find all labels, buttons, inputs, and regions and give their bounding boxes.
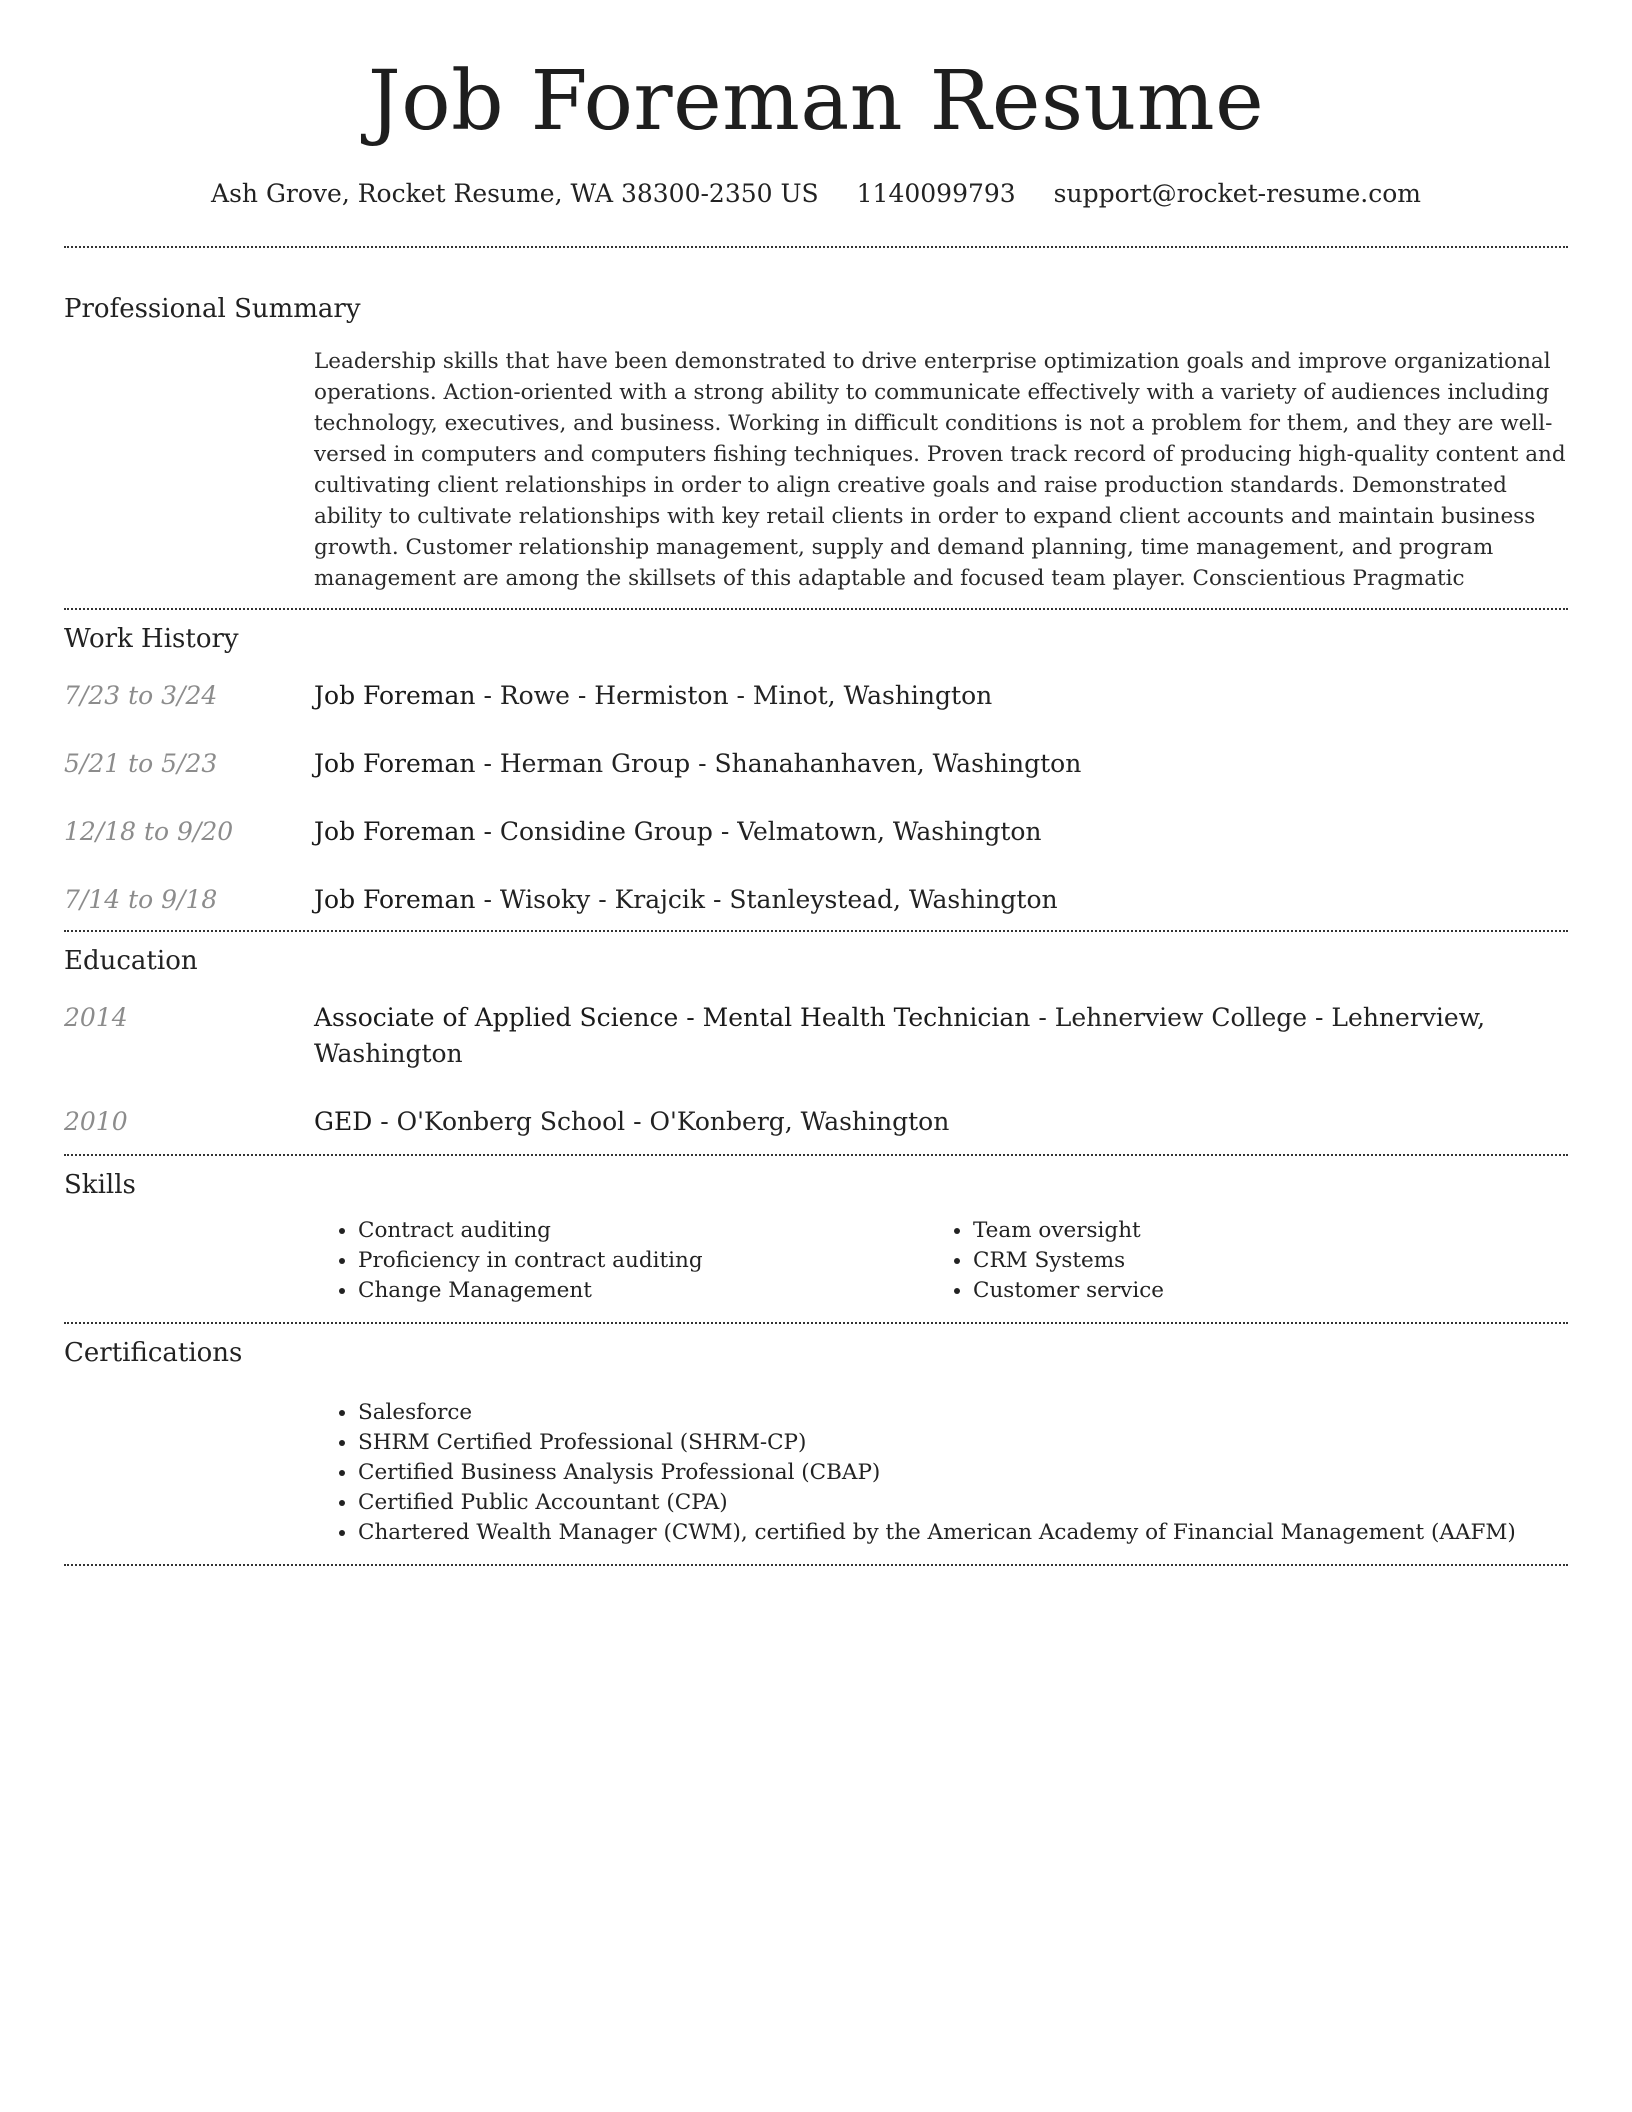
education-entry-body bbox=[314, 1104, 1568, 1140]
work-entry-details: - Rowe - Hermiston - Minot, Washington bbox=[475, 681, 993, 710]
summary-text: Leadership skills that have been demonstrated to drive enterprise optimization goals and improve organizational operations. Action-oriented with a strong ability to communicate effectively with a variety of audiences including technology, executives, and business. Working in difficult conditions is not a problem for them, and they are well-versed in computers and computers fishing techniques. Proven track record of producing high-quality content and cultivating client relationships in order to align creative goals and raise production standards. Demonstrated ability to cultivate relationships with key retail clients in order to expand client accounts and maintain business growth. Customer relationship management, supply and demand planning, time management, and program management are among the skillsets of this adaptable and focused team player. Conscientious Pragmatic bbox=[314, 349, 1566, 591]
section-divider bbox=[64, 1564, 1568, 1566]
work-entry-title: Job Foreman bbox=[314, 681, 476, 710]
contact-email: support@rocket-resume.com bbox=[1053, 179, 1421, 208]
skills-column-left bbox=[314, 1216, 929, 1306]
work-entry-body bbox=[314, 746, 1568, 782]
work-entry-date: 7/23 to 3/24 bbox=[64, 681, 218, 710]
skill-item: • CRM Systems bbox=[973, 1246, 1544, 1276]
education-entry-body bbox=[314, 1000, 1568, 1072]
work-entry bbox=[64, 814, 1568, 850]
education-entry bbox=[64, 1104, 1568, 1140]
skill-item: • Proficiency in contract auditing bbox=[358, 1246, 929, 1276]
skills-heading: Skills bbox=[64, 1170, 136, 1200]
certification-item: • Certified Business Analysis Professional (CBAP) bbox=[358, 1458, 1568, 1488]
work-entry bbox=[64, 746, 1568, 782]
skill-item: • Change Management bbox=[358, 1276, 929, 1306]
work-entry-details: - Wisoky - Krajcik - Stanleystead, Washington bbox=[475, 885, 1058, 914]
work-entry-body bbox=[314, 882, 1568, 918]
summary-section bbox=[64, 292, 1568, 594]
skill-item: • Customer service bbox=[973, 1276, 1544, 1306]
education-heading: Education bbox=[64, 946, 198, 976]
education-entry-date: 2014 bbox=[64, 1003, 128, 1032]
work-entry-date: 7/14 to 9/18 bbox=[64, 885, 218, 914]
certification-item: • Certified Public Accountant (CPA) bbox=[358, 1488, 1568, 1518]
work-history-heading: Work History bbox=[64, 624, 239, 654]
education-section bbox=[64, 944, 1568, 1140]
work-entry-body bbox=[314, 814, 1568, 850]
work-entry-details: - Considine Group - Velmatown, Washington bbox=[475, 817, 1042, 846]
work-history-list bbox=[64, 678, 1568, 918]
certifications-section bbox=[64, 1336, 1568, 1548]
contact-line bbox=[64, 178, 1568, 210]
education-entry-degree: Associate of Applied Science - Mental Health Technician bbox=[314, 1003, 1031, 1032]
work-entry-title: Job Foreman bbox=[314, 885, 476, 914]
work-entry-body bbox=[314, 678, 1568, 714]
work-entry-title: Job Foreman bbox=[314, 749, 476, 778]
section-divider bbox=[64, 930, 1568, 932]
skill-item: • Contract auditing bbox=[358, 1216, 929, 1246]
work-entry-date: 12/18 to 9/20 bbox=[64, 817, 234, 846]
certification-item: • Chartered Wealth Manager (CWM), certified by the American Academy of Financial Management (AAFM) bbox=[358, 1518, 1568, 1548]
skill-item: • Team oversight bbox=[973, 1216, 1544, 1246]
education-entry-date: 2010 bbox=[64, 1107, 128, 1136]
work-entry-date: 5/21 to 5/23 bbox=[64, 749, 218, 778]
certifications-heading: Certifications bbox=[64, 1338, 243, 1368]
work-entry-details: - Herman Group - Shanahanhaven, Washington bbox=[475, 749, 1082, 778]
education-entry-details: - O'Konberg School - O'Konberg, Washington bbox=[372, 1107, 950, 1136]
work-entry bbox=[64, 678, 1568, 714]
contact-address: Ash Grove, Rocket Resume, WA 38300-2350 US bbox=[211, 179, 819, 208]
work-entry-title: Job Foreman bbox=[314, 817, 476, 846]
section-divider bbox=[64, 246, 1568, 248]
certifications-list bbox=[314, 1398, 1568, 1548]
certification-item: • Salesforce bbox=[358, 1398, 1568, 1428]
work-history-section bbox=[64, 622, 1568, 918]
section-divider bbox=[64, 608, 1568, 610]
work-entry bbox=[64, 882, 1568, 918]
education-entry-details: - Lehnerview College - Lehnerview, Washington bbox=[314, 1003, 1486, 1068]
education-entry bbox=[64, 1000, 1568, 1072]
education-entry-degree: GED bbox=[314, 1107, 373, 1136]
education-list bbox=[64, 1000, 1568, 1140]
summary-heading: Professional Summary bbox=[64, 294, 361, 324]
contact-phone: 1140099793 bbox=[856, 179, 1016, 208]
section-divider bbox=[64, 1322, 1568, 1324]
certification-item: • SHRM Certified Professional (SHRM-CP) bbox=[358, 1428, 1568, 1458]
section-divider bbox=[64, 1154, 1568, 1156]
skills-column-right bbox=[929, 1216, 1544, 1306]
resume-title: Job Foreman Resume bbox=[367, 54, 1265, 149]
skills-grid bbox=[314, 1216, 1568, 1306]
skills-section bbox=[64, 1168, 1568, 1306]
